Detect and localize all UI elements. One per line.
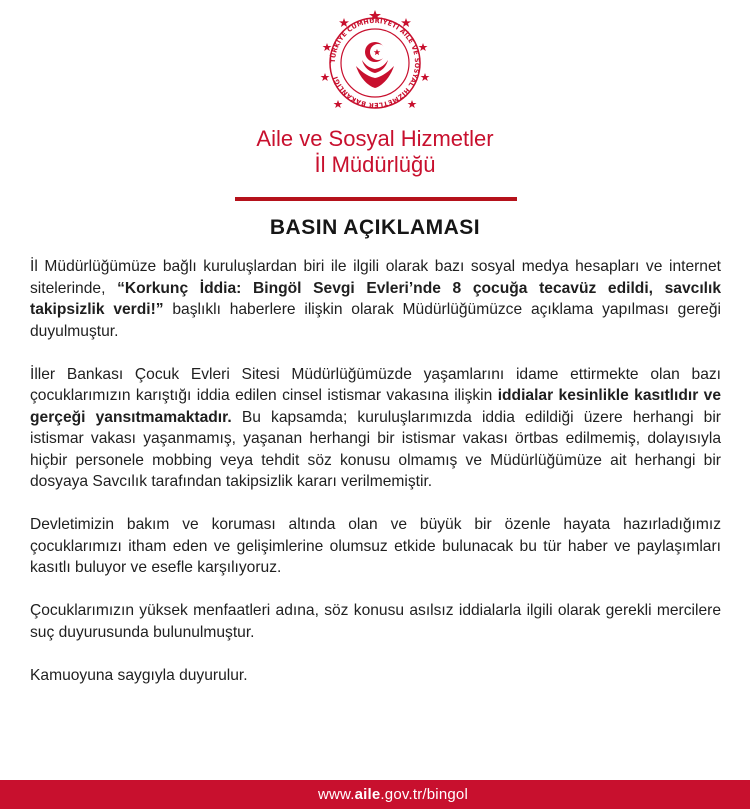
headline-quote: “Korkunç İddia: Bingöl Sevgi Evleri’nde 8 çocuğa tecavüz edildi, savcılık takipsizlik verdi!” — [30, 279, 721, 318]
emphasis-claim: iddialar kesinlikle kasıtlıdır ve gerçeği yansıtmamaktadır. — [30, 387, 721, 426]
footer-bar — [0, 780, 750, 809]
paragraph-5: Kamuoyuna saygıyla duyurulur. — [30, 666, 248, 684]
paragraph-4: Çocuklarımızın yüksek menfaatleri adına, söz konusu asılsız iddialarla ilgili olarak gerekli mercilere suç duyurusunda bulunulmuştur. — [30, 602, 721, 641]
page-title: BASIN AÇIKLAMASI — [269, 216, 481, 239]
organization-name-line2: İl Müdürlüğü — [314, 152, 436, 177]
ministry-seal-icon — [320, 8, 430, 118]
paragraph-2: İller Bankası Çocuk Evleri Sitesi Müdürlüğümüzde yaşamlarını idame ettirmekte olan bazı çocuklarımızın karıştığı iddia edilen cinsel istismar vakasına ilişkin iddialar kesinlikle kasıtlıdır ve gerçeği yansıtmamaktadır. Bu kapsamda; kuruluşlarımızda iddia edildiği üzere herhangi bir istismar vakası yaşanmamış, yaşanan herhangi bir istismar vakası örtbas edilmemiş, dolayısıyla hiçbir personele mobbing veya tehdit söz konusu olmamış ve Müdürlüğümüze ait herhangi bir dosyaya Savcılık tarafından takipsizlik kararı verilmemiştir. — [30, 365, 721, 490]
paragraph-3: Devletimizin bakım ve koruması altında olan ve büyük bir özenle hayata hazırladığımız çocuklarımızı itham eden ve gelişimlerine olumsuz etkide bulunacak bu tür haber ve paylaşımları kasıtlı buluyor ve esefle karşılıyoruz. — [30, 516, 721, 576]
organization-name-line1: Aile ve Sosyal Hizmetler — [256, 126, 494, 151]
footer-website-link[interactable]: www.aile.gov.tr/bingol — [317, 786, 468, 803]
organization-name — [0, 126, 750, 178]
paragraph-1: İl Müdürlüğümüze bağlı kuruluşlardan biri ile ilgili olarak bazı sosyal medya hesapları ve internet sitelerinde, “Korkunç İddia: Bingöl Sevgi Evleri’nde 8 çocuğa tecavüz edildi, savcılık takipsizlik verdi!” başlıklı haberlere ilişkin olarak Müdürlüğümüzce açıklama yapılması gereği duyulmuştur. — [30, 258, 721, 340]
statement-body — [30, 256, 721, 708]
header-divider — [235, 197, 517, 201]
logo — [0, 8, 750, 118]
svg-text:TÜRKİYE CUMHURİYETİ AİLE VE SO: TÜRKİYE CUMHURİYETİ AİLE VE SOSYAL HİZMETLER BAKANLIĞI — [328, 16, 422, 110]
